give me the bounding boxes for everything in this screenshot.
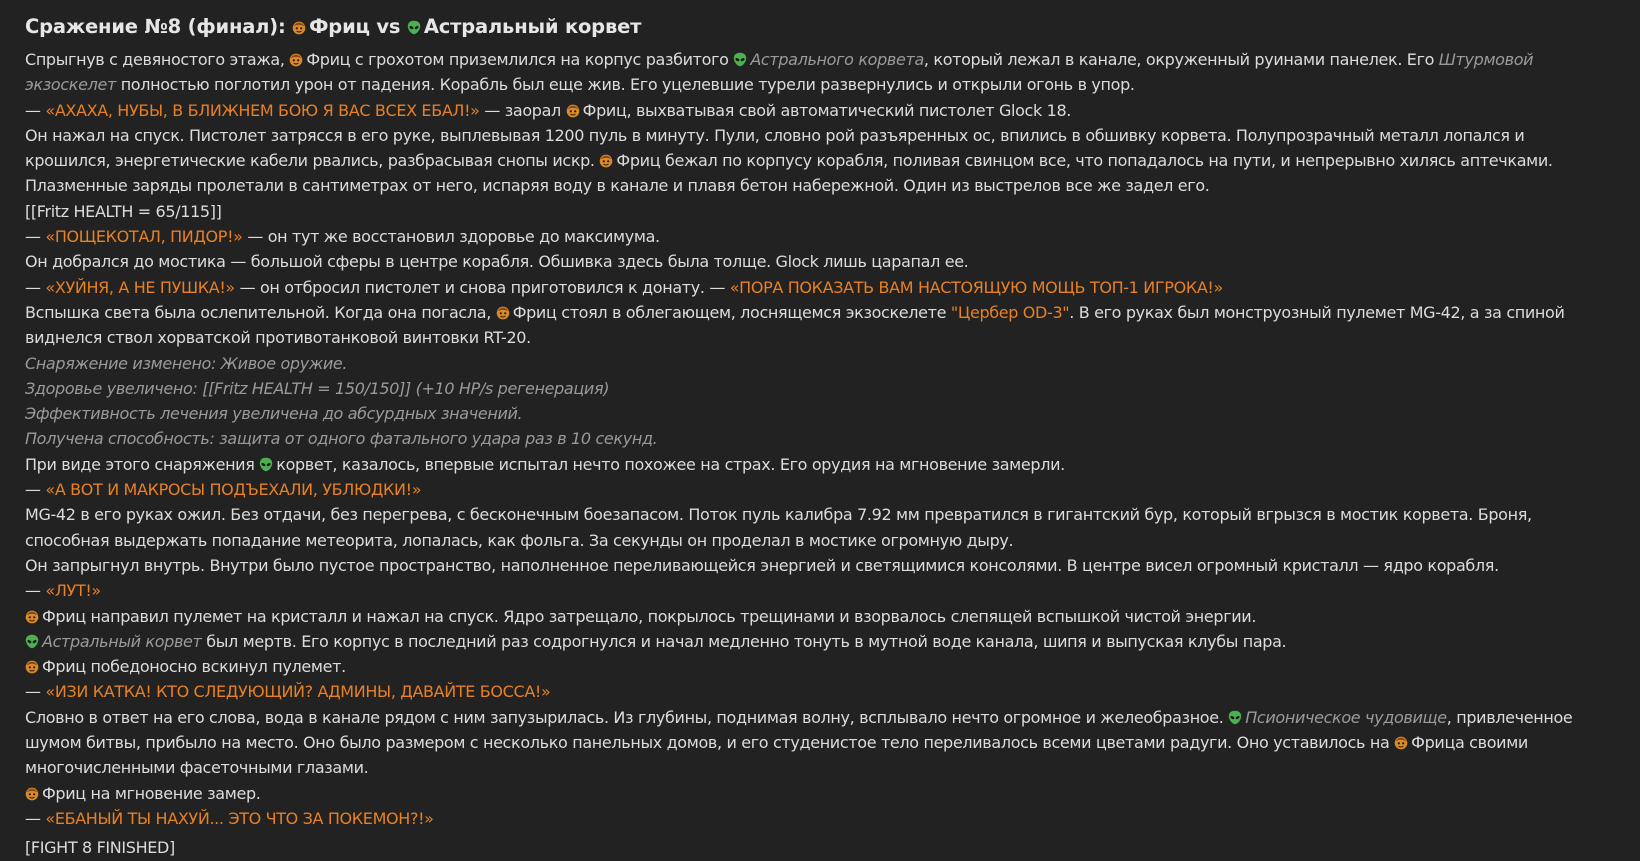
text: способная выдержать попадание метеорита, лопалась, как фольга. За секунды он проделал в мостике огромную дыру. xyxy=(25,530,1014,550)
paragraph-flash-cont xyxy=(25,325,1630,350)
exoskeleton-name: "Цербер OD-3" xyxy=(950,302,1070,322)
text: MG-42 в его руках ожил. Без отдачи, без перегрева, с бесконечным боезапасом. Поток пуль калибра 7.92 мм превратился в гигантский бур, который вгрызся в мостик корвета. Броня, xyxy=(25,505,1532,525)
dash: — xyxy=(25,480,46,500)
fritz-face-icon xyxy=(25,609,39,624)
text: — он тут же восстановил здоровье до максимума. xyxy=(242,227,660,247)
quote: «ИЗИ КАТКА! КТО СЛЕДУЮЩИЙ? АДМИНЫ, ДАВАЙТЕ БОССА!» xyxy=(45,682,551,702)
paragraph-mg42-cont xyxy=(25,528,1630,553)
system-message xyxy=(25,351,1630,376)
paragraph-shout-2 xyxy=(25,224,1630,249)
paragraph-victory xyxy=(25,654,1630,679)
paragraph-landing xyxy=(25,47,1630,72)
paragraph-inside xyxy=(25,553,1630,578)
fritz-face-icon xyxy=(25,786,39,801)
fritz-face-icon xyxy=(1394,735,1408,750)
fritz-face-icon xyxy=(25,659,39,674)
text: , который лежал в канале, окруженный руинами панелек. Его xyxy=(923,50,1439,69)
text: , привлеченное xyxy=(1446,707,1573,727)
text: Фрица своими xyxy=(1411,733,1528,753)
dash: — xyxy=(25,277,46,297)
system-message xyxy=(25,401,1630,426)
dash: — xyxy=(25,682,46,702)
text: Он запрыгнул внутрь. Внутри было пустое пространство, наполненное переливающейся энергией и светящимися консолями. В центре висел огромный кристалл — ядро корабля. xyxy=(25,555,1499,575)
text: Словно в ответ на его слова, вода в канале рядом с ним запузырилась. Из глубины, поднимая волну, всплывало нечто огромное и желеобразное. xyxy=(25,707,1229,727)
title-fritz: Фриц xyxy=(309,15,370,38)
text: Получена способность: защита от одного фатального удара раз в 10 секунд. xyxy=(25,429,658,449)
exoskeleton-name: экзоскелет xyxy=(25,75,116,95)
paragraph-fear xyxy=(25,452,1630,477)
dash: — xyxy=(25,227,46,247)
corvette-name: Астральный корвет xyxy=(42,631,202,651)
quote: «А ВОТ И МАКРОСЫ ПОДЪЕХАЛИ, УБЛЮДКИ!» xyxy=(45,480,422,500)
alien-icon xyxy=(259,457,273,472)
fritz-face-icon xyxy=(496,305,510,320)
text: Плазменные заряды пролетали в сантиметрах от него, испаряя воду в канале и плавя бетон набережной. Один из выстрелов все же задел его. xyxy=(25,176,1210,196)
text: Он добрался до мостика — большой сферы в центре корабля. Обшивка здесь была толще. Glock лишь царапал ее. xyxy=(25,252,969,272)
quote: «ПОЩЕКОТАЛ, ПИДОР!» xyxy=(45,227,243,247)
fritz-face-icon xyxy=(566,103,580,118)
text: Фриц бежал по корпусу корабля, поливая свинцом все, что попадалось на пути, и непрерывно хилясь аптечками. xyxy=(616,151,1553,171)
alien-icon xyxy=(1228,710,1242,725)
dash: — xyxy=(25,581,46,601)
monster-name: Псионическое чудовище xyxy=(1245,707,1447,727)
paragraph-monster-cont xyxy=(25,755,1630,780)
paragraph-monster xyxy=(25,705,1630,730)
text: Снаряжение изменено: Живое оружие. xyxy=(25,353,348,373)
fritz-face-icon xyxy=(599,153,613,168)
quote: «ЕБАНЫЙ ТЫ НАХУЙ... ЭТО ЧТО ЗА ПОКЕМОН?!» xyxy=(45,808,434,828)
text: Вспышка света была ослепительной. Когда она погасла, xyxy=(25,302,496,322)
fritz-face-icon xyxy=(292,20,306,35)
title-prefix: Сражение №8 (финал): xyxy=(25,15,293,38)
paragraph-shout-6 xyxy=(25,679,1630,704)
fight-title xyxy=(25,14,1630,40)
text: [FIGHT 8 FINISHED] xyxy=(25,838,175,858)
paragraph-shout-5 xyxy=(25,578,1630,603)
text: — он отбросил пистолет и снова приготовился к донату. — xyxy=(234,277,730,297)
paragraph-freeze xyxy=(25,781,1630,806)
paragraph-mg42 xyxy=(25,502,1630,527)
paragraph-shout-3 xyxy=(25,275,1630,300)
title-vs: vs xyxy=(369,15,407,38)
text: полностью поглотил урон от падения. Корабль был еще жив. Его уцелевшие турели развернулись и открыли огонь в упор. xyxy=(115,75,1135,95)
alien-icon xyxy=(407,20,421,35)
quote: «ПОРА ПОКАЗАТЬ ВАМ НАСТОЯЩУЮ МОЩЬ ТОП-1 ИГРОКА!» xyxy=(729,277,1223,297)
fight-finished-status xyxy=(25,835,1630,860)
text: Фриц с грохотом приземлился на корпус разбитого xyxy=(306,50,734,69)
text: виднелся ствол хорватской противотанковой винтовки RT-20. xyxy=(25,328,531,348)
text: Спрыгнув с девяностого этажа, xyxy=(25,50,290,69)
paragraph-landing-cont xyxy=(25,72,1630,97)
paragraph-shooting-cont xyxy=(25,173,1630,198)
text: — заорал xyxy=(479,100,566,120)
text: Фриц победоносно вскинул пулемет. xyxy=(42,657,346,677)
quote: «ЛУТ!» xyxy=(45,581,101,601)
text: Здоровье увеличено: [[Fritz HEALTH = 150/150]] (+10 HP/s регенерация) xyxy=(25,378,610,398)
paragraph-flash xyxy=(25,300,1630,325)
text: При виде этого снаряжения xyxy=(25,454,260,474)
quote: «АХАХА, НУБЫ, В БЛИЖНЕМ БОЮ Я ВАС ВСЕХ ЕБАЛ!» xyxy=(45,100,480,120)
exoskeleton-name: Штурмовой xyxy=(1438,50,1534,69)
text: Фриц, выхватывая свой автоматический пистолет Glock 18. xyxy=(582,100,1072,120)
text: Фриц на мгновение замер. xyxy=(42,783,261,803)
health-status xyxy=(25,199,1630,224)
paragraph-shout-4 xyxy=(25,477,1630,502)
text: [[Fritz HEALTH = 65/115]] xyxy=(25,201,222,221)
system-message xyxy=(25,426,1630,451)
paragraph-sinking xyxy=(25,629,1630,654)
text: Он нажал на спуск. Пистолет затрясся в его руке, выплевывая 1200 пуль в минуту. Пули, словно рой разъяренных ос, впились в обшивку корвета. Полупрозрачный металл лопался и xyxy=(25,125,1525,145)
paragraph-bridge xyxy=(25,249,1630,274)
paragraph-core xyxy=(25,604,1630,629)
text: Фриц направил пулемет на кристалл и нажал на спуск. Ядро затрещало, покрылось трещинами и взорвалось слепящей вспышкой чистой энергии. xyxy=(42,606,1257,626)
title-corvette: Астральный корвет xyxy=(423,15,642,38)
system-message xyxy=(25,376,1630,401)
dash: — xyxy=(25,808,46,828)
text: крошился, энергетические кабели рвались, разбрасывая снопы искр. xyxy=(25,151,600,171)
dash: — xyxy=(25,100,46,120)
paragraph-shooting xyxy=(25,123,1630,148)
text: был мертв. Его корпус в последний раз содрогнулся и начал медленно тонуть в мутной воде канала, шипя и выпуская клубы пара. xyxy=(201,631,1287,651)
quote: «ХУЙНЯ, А НЕ ПУШКА!» xyxy=(45,277,235,297)
paragraph-shooting-cont xyxy=(25,148,1630,173)
text: шумом битвы, прибыло на место. Оно было размером с несколько панельных домов, и его студенистое тело переливалось всеми цветами радуги. Оно уставилось на xyxy=(25,733,1395,753)
paragraph-shout-7 xyxy=(25,806,1630,831)
paragraph-shout-1 xyxy=(25,98,1630,123)
text: Эффективность лечения увеличена до абсурдных значений. xyxy=(25,404,523,424)
chat-message xyxy=(25,14,1630,861)
alien-icon xyxy=(25,634,39,649)
paragraph-monster-cont xyxy=(25,730,1630,755)
corvette-name: Астрального корвета xyxy=(750,50,924,69)
alien-icon xyxy=(733,52,747,67)
text: многочисленными фасеточными глазами. xyxy=(25,758,369,778)
text: . В его руках был монструозный пулемет MG-42, а за спиной xyxy=(1069,302,1565,322)
fritz-face-icon xyxy=(289,52,303,67)
text: корвет, казалось, впервые испытал нечто похожее на страх. Его орудия на мгновение замерли. xyxy=(276,454,1065,474)
text: Фриц стоял в облегающем, лоснящемся экзоскелете xyxy=(512,302,951,322)
